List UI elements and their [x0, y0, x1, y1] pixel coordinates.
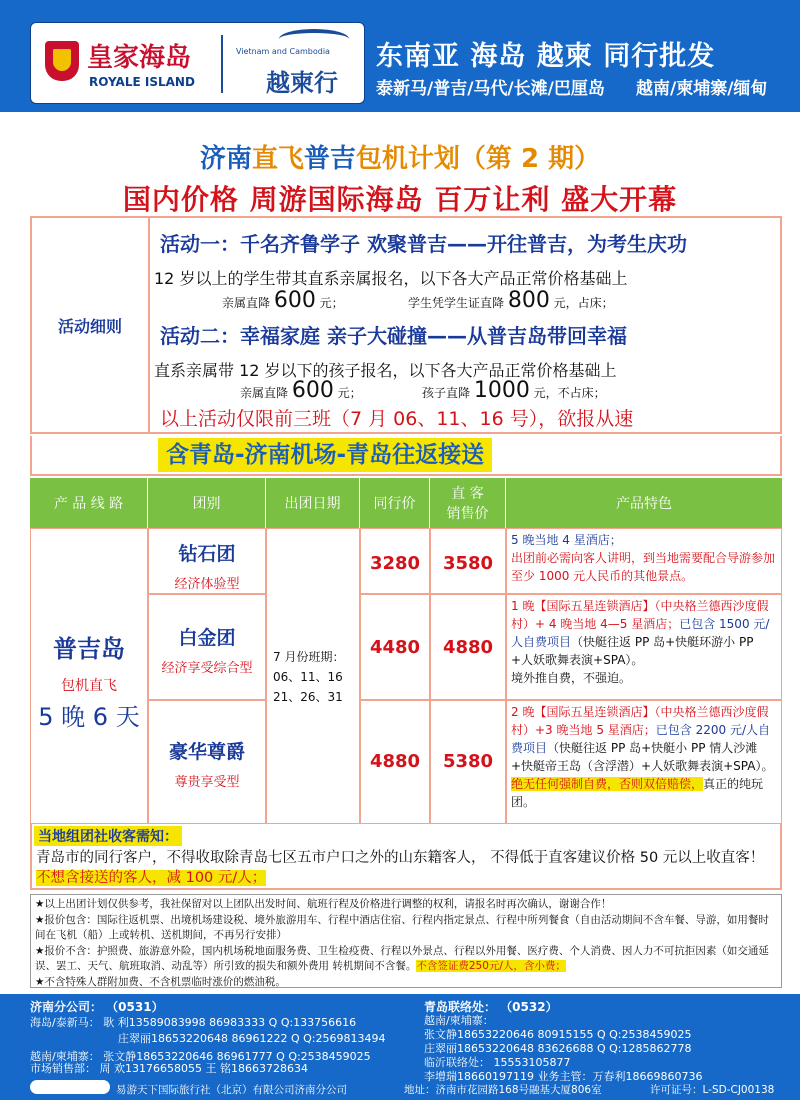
- jinan-contact-3: 越南/柬埔寨： 张文静18653220646 86961777 Q Q:2538459025: [30, 1050, 371, 1063]
- activity-1-text: 12 岁以上的学生带其直系亲属报名，以下各大产品正常价格基础上: [154, 269, 628, 288]
- date-list: 7 月份班期： 06、11、16 21、26、31: [273, 650, 345, 704]
- logo2-chinese: 越柬行: [266, 69, 338, 97]
- feature-2-included: 已包含 1500 元/人自费项目: [511, 617, 770, 649]
- col-group-header: 团别: [148, 478, 266, 528]
- trade-price-2: 4480: [360, 594, 430, 700]
- notice-highlight: 不想含接送的客人，减 100 元/人；: [36, 870, 267, 886]
- term-2: ★报价包含：国际往返机票、出境机场建设税、境外旅游用车、行程中酒店住宿、行程内指定景点、行程中所列餐食（自由活动期间不含车餐、导游，如用餐时间在飞机（船）上或转机、送机期间，不再另行安排）: [35, 913, 769, 941]
- group-type: 经济体验型: [174, 577, 240, 592]
- date-cell: [266, 528, 360, 824]
- group-type: 经济享受综合型: [161, 661, 253, 676]
- feature-3-guarantee: 绝无任何强制自费，否则双倍赔偿，: [511, 777, 704, 791]
- activity-1-discount-student: 学生凭学生证直降 800 元，占床；: [408, 288, 614, 313]
- logo-english: ROYALE ISLAND: [89, 75, 195, 89]
- qingdao-region: 越南/柬埔寨：: [424, 1014, 494, 1027]
- trade-price-3: 4880: [360, 700, 430, 824]
- feature-2-items: （快艇往返 PP 岛+快艇环游小 PP +人妖歌舞表演+SPA）。: [511, 635, 754, 667]
- activity-label: 活动细则: [32, 218, 150, 432]
- page-subtitle: 国内价格 周游国际海岛 百万让利 盛大开幕: [122, 183, 678, 216]
- feature-1-hotel: 5 晚当地 4 星酒店；: [511, 533, 622, 547]
- qingdao-contact-2: 庄翠丽18653220648 83626688 Q Q:1285862778: [424, 1042, 692, 1055]
- route-days: 5 晚 6 天: [38, 703, 140, 731]
- trade-price-1: 3280: [360, 528, 430, 594]
- term-3: ★报价不含：护照费、旅游意外险，国内机场税地面服务费、卫生检疫费、行程以外景点、行程以外用餐、医疗费、个人消费、因人力不可抗拒因素（如交通延误、罢工、天气、航班取消、动乱等）所引致的损失和额外费用 转机期间不含餐。不含签证费250元/人，含小费；: [35, 944, 769, 972]
- retail-price-2: 4880: [430, 594, 506, 700]
- col-route-header: 产 品 线 路: [30, 478, 148, 528]
- tagline: 东南亚 海岛 越柬 同行批发: [376, 41, 716, 72]
- feature-3-hotel: 2 晚【国际五星连锁酒店】（中央格兰德西沙度假村）+3 晚当地 5 星酒店；: [511, 705, 769, 737]
- activity-box: [30, 216, 782, 434]
- route-name: 普吉岛: [53, 635, 125, 663]
- retail-price-1: 3580: [430, 528, 506, 594]
- agency-logo-icon: [30, 1080, 110, 1094]
- feature-1-note: 出团前必需向客人讲明，到当地需要配合导游参加至少 1000 元人民币的其他景点。: [511, 551, 776, 583]
- col-trade-header: 同行价: [360, 478, 430, 528]
- company-address: 地址：济南市花园路168号融基大厦806室: [404, 1084, 602, 1096]
- pickup-banner: 含青岛-济南机场-青岛往返接送: [158, 438, 492, 472]
- footer: [0, 994, 800, 1100]
- logo-panel: [30, 22, 365, 104]
- feature-cell-2: [506, 594, 782, 700]
- col-feature-header: 产品特色: [506, 478, 782, 528]
- jinan-contact-1: 海岛/泰新马： 耿 利13589083998 86983333 Q Q:133756616: [30, 1016, 357, 1029]
- linyi-contact: 临沂联络处： 15553105877: [424, 1056, 571, 1069]
- header-banner: [0, 0, 800, 112]
- notice-text: 青岛市的同行客户，不得收取除青岛七区五市户口之外的山东籍客人， 不得低于直客建议价格 50 元以上收直客！不想含接送的客人，减 100 元/人；: [36, 850, 765, 886]
- route-sub: 包机直飞: [61, 678, 117, 694]
- col-date-header: 出团日期: [266, 478, 360, 528]
- title-direct: 直飞: [251, 144, 304, 174]
- group-name: 钻石团: [178, 543, 236, 565]
- jinan-contact-2: 庄翠丽18653220648 86961222 Q Q:2569813494: [118, 1032, 386, 1045]
- logo-divider: [221, 35, 223, 93]
- col-retail-header: 直 客 销售价: [430, 478, 506, 528]
- notice-heading: 当地组团社收客需知：: [34, 826, 182, 846]
- group-name: 豪华尊爵: [168, 741, 245, 763]
- group-type: 尊贵享受型: [174, 775, 240, 790]
- feature-cell-3: [506, 700, 782, 824]
- feature-cell-1: [506, 528, 782, 594]
- group-row-2: [148, 594, 266, 700]
- jinan-contact-4: 市场销售部： 周 欢13176658055 王 铭18663728634: [30, 1062, 308, 1075]
- qingdao-contact-1: 张文静18653220646 80915155 Q Q:2538459025: [424, 1028, 692, 1041]
- feature-3-included: 已包含 2200 元/人自费项目: [511, 723, 770, 755]
- destinations-2: 越南/柬埔寨/缅甸: [636, 79, 768, 99]
- activity-2-title: 活动二：幸福家庭 亲子大碰撞——从普吉岛带回幸福: [160, 324, 627, 348]
- term-3-visa: 不含签证费250元/人，含小费；: [416, 960, 566, 972]
- retail-price-3: 5380: [430, 700, 506, 824]
- activity-2-text: 直系亲属带 12 岁以下的孩子报名，以下各大产品正常价格基础上: [154, 361, 617, 380]
- term-1: ★以上出团计划仅供参考，我社保留对以上团队出发时间、航班行程及价格进行调整的权利，请报名时再次确认，谢谢合作！: [35, 898, 612, 910]
- activity-2-discount-relative: 亲属直降 600 元；: [240, 378, 362, 403]
- group-row-1: [148, 528, 266, 594]
- feature-2-hotel: 1 晚【国际五星连锁酒店】（中央格兰德西沙度假村）+ 4 晚当地 4—5 星酒店；: [511, 599, 769, 631]
- terms-box: [30, 894, 782, 988]
- feature-2-note: 境外推自费，不强迫。: [511, 671, 632, 685]
- activity-2-discount-child: 孩子直降 1000 元，不占床；: [422, 378, 606, 403]
- logo2-english: Vietnam and Cambodia: [236, 47, 330, 56]
- feature-3-items: （快艇往返 PP 岛+快艇小 PP 情人沙滩+快艇帝王岛（含浮潜）+人妖歌舞表演+SPA）。: [511, 741, 774, 773]
- route-cell: [30, 528, 148, 824]
- feature-3-note: 真正的纯玩团。: [511, 777, 764, 809]
- activity-1-discount-relative: 亲属直降 600 元；: [222, 288, 344, 313]
- title-dest: 普吉: [303, 144, 356, 174]
- page-title: [0, 138, 800, 175]
- group-row-3: [148, 700, 266, 824]
- logo-chinese: 皇家海岛: [87, 43, 192, 73]
- qingdao-branch: 青岛联络处： （0532）: [424, 1000, 558, 1014]
- group-name: 白金团: [178, 627, 236, 649]
- bird-icon: [279, 29, 349, 49]
- activity-limit: 以上活动仅限前三班（7 月 06、11、16 号），欲报从速: [160, 408, 634, 430]
- license-number: 许可证号：L-SD-CJ00138: [650, 1084, 775, 1096]
- title-plan: 包机计划（第 2 期）: [355, 144, 601, 174]
- jinan-branch: 济南分公司： （0531）: [30, 1000, 164, 1014]
- shield-icon: [45, 41, 79, 81]
- linyi-manager: 李增瑞18660197119 业务主管：万春利18669860736: [424, 1070, 703, 1083]
- activity-1-title: 活动一：千名齐鲁学子 欢聚普吉——开往普吉，为考生庆功: [160, 232, 687, 256]
- term-4: ★不含特殊人群附加费、不含机票临时涨价的燃油税。: [35, 975, 286, 988]
- destinations-1: 泰新马/普吉/马代/长滩/巴厘岛: [376, 79, 605, 99]
- company-name: 易游天下国际旅行社（北京）有限公司济南分公司: [116, 1084, 347, 1096]
- title-city: 济南: [199, 144, 252, 174]
